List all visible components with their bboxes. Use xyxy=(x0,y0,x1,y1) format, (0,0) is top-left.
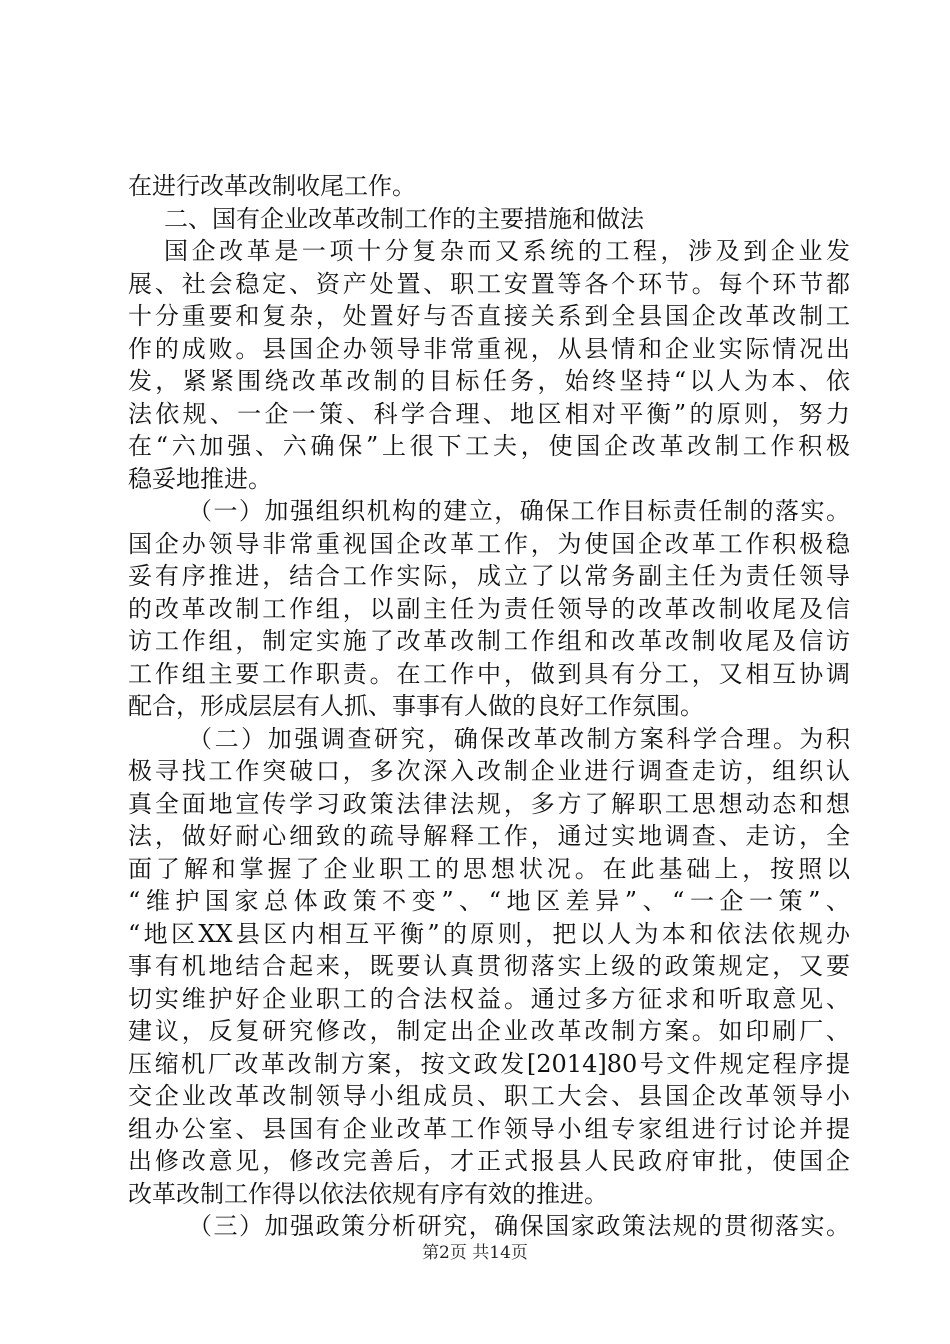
text-line: 发，紧紧围绕改革改制的目标任务，始终坚持“以人为本、依 xyxy=(128,367,850,395)
text-line: 稳妥地推进。 xyxy=(128,464,272,493)
document-body xyxy=(128,170,850,1243)
text-line: “维护国家总体政策不变”、“地区差异”、“一企一策”、 xyxy=(128,887,850,915)
text-line: 极寻找工作突破口，多次深入改制企业进行调查走访，组织认 xyxy=(128,757,850,785)
text-line: 作的成败。县国企办领导非常重视，从县情和企业实际情况出 xyxy=(128,334,850,363)
text-line: 妥有序推进，结合工作实际，成立了以常务副主任为责任领导 xyxy=(128,562,850,590)
text-line: 展、社会稳定、资产处置、职工安置等各个环节。每个环节都 xyxy=(128,269,850,298)
text-line: 切实维护好企业职工的合法权益。通过多方征求和听取意见、 xyxy=(128,984,850,1013)
page-number-footer: 第2页 共14页 xyxy=(422,1243,528,1263)
text-line: 工作组主要工作职责。在工作中，做到具有分工，又相互协调 xyxy=(128,659,850,688)
text-line: 建议，反复研究修改，制定出企业改革改制方案。如印刷厂、 xyxy=(128,1017,850,1045)
text-line: 国企办领导非常重视国企改革工作，为使国企改革工作积极稳 xyxy=(128,529,850,558)
text-line: 国企改革是一项十分复杂而又系统的工程，涉及到企业发 xyxy=(164,237,850,265)
text-line: 访工作组，制定实施了改革改制工作组和改革改制收尾及信访 xyxy=(128,627,850,655)
text-line: 配合，形成层层有人抓、事事有人做的良好工作氛围。 xyxy=(128,692,704,720)
section-heading: 二、国有企业改革改制工作的主要措施和做法 xyxy=(164,204,644,233)
subsection-heading: （一）加强组织机构的建立，确保工作目标责任制的落实。 xyxy=(188,497,850,525)
text-line: 在“六加强、六确保”上很下工夫，使国企改革改制工作积极 xyxy=(128,432,850,460)
text-line: 组办公室、县国有企业改革工作领导小组专家组进行讨论并提 xyxy=(128,1114,850,1143)
subsection-heading: （二）加强调查研究，确保改革改制方案科学合理。为积 xyxy=(188,724,850,753)
text-line: 法，做好耐心细致的疏导解释工作，通过实地调查、走访，全 xyxy=(128,822,850,850)
text-line: 出修改意见，修改完善后，才正式报县人民政府审批，使国企 xyxy=(128,1147,850,1175)
text-line: 事有机地结合起来，既要认真贯彻落实上级的政策规定，又要 xyxy=(128,952,850,980)
text-line: 十分重要和复杂，处置好与否直接关系到全县国企改革改制工 xyxy=(128,302,850,330)
subsection-heading: （三）加强政策分析研究，确保国家政策法规的贯彻落实。 xyxy=(188,1212,850,1240)
text-line: “地区XX县区内相互平衡”的原则，把以人为本和依法依规办 xyxy=(128,919,850,948)
text-line: 交企业改革改制领导小组成员、职工大会、县国企改革领导小 xyxy=(128,1082,850,1110)
text-line: 面了解和掌握了企业职工的思想状况。在此基础上，按照以 xyxy=(128,854,850,883)
text-line: 真全面地宣传学习政策法律法规，多方了解职工思想动态和想 xyxy=(128,789,850,818)
text-line: 法依规、一企一策、科学合理、地区相对平衡”的原则，努力 xyxy=(128,399,850,428)
text-line: 改革改制工作得以依法依规有序有效的推进。 xyxy=(128,1179,608,1208)
text-line: 压缩机厂改革改制方案，按文政发[2014]80号文件规定程序提 xyxy=(128,1049,850,1078)
text-line: 的改革改制工作组，以副主任为责任领导的改革改制收尾及信 xyxy=(128,594,850,623)
text-line: 在进行改革改制收尾工作。 xyxy=(128,172,416,200)
